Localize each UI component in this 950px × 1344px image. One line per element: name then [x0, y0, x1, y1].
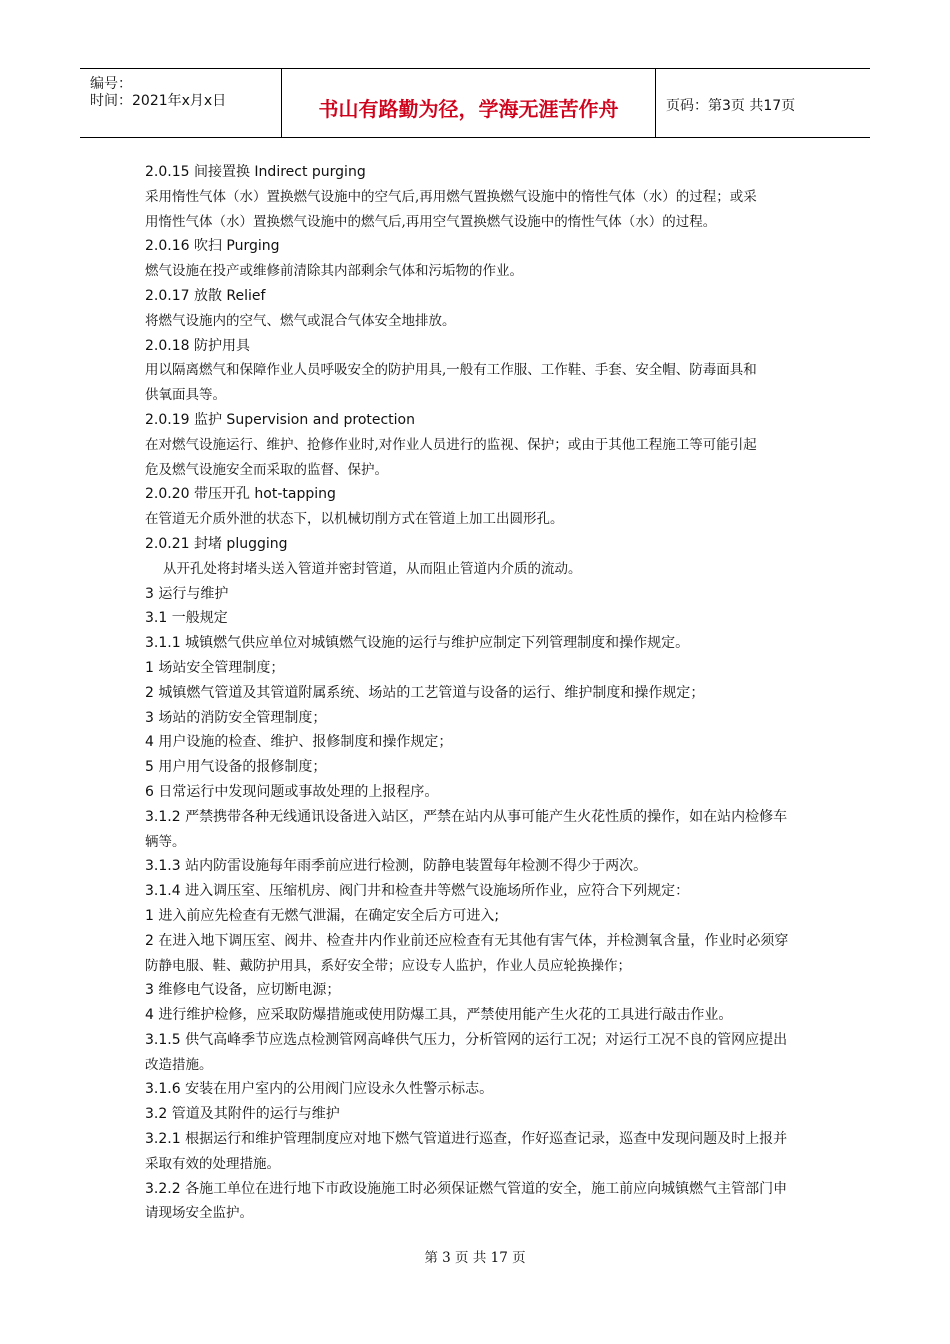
document-number-label: 编号：: [90, 76, 132, 92]
paragraph-line: 辆等。: [145, 833, 186, 850]
paragraph-line: 防静电服、鞋、戴防护用具，系好安全带；应设专人监护，作业人员应轮换操作；: [145, 957, 631, 974]
section-line: 1 场站安全管理制度；: [145, 659, 285, 676]
document-date-label: 时间：2021年x月x日: [90, 93, 227, 109]
paragraph-line: 将燃气设施内的空气、燃气或混合气体安全地排放。: [145, 312, 456, 329]
section-line: 2.0.15 间接置换 Indirect purging: [145, 164, 366, 180]
section-line: 2.0.17 放散 Relief: [145, 287, 266, 304]
section-line: 5 用户用气设备的报修制度；: [145, 759, 327, 776]
section-line: 4 进行维护检修，应采取防爆措施或使用防爆工具，严禁使用能产生火花的工具进行敲击作业。: [145, 1007, 733, 1024]
section-line: 2 在进入地下调压室、阀井、检查井内作业前还应检查有无其他有害气体，并检测氧含量，作业时必须穿: [145, 932, 789, 949]
section-line: 3 场站的消防安全管理制度；: [145, 709, 327, 726]
section-line: 1 进入前应先检查有无燃气泄漏，在确定安全后方可进入;: [145, 907, 500, 924]
section-line: 3 维修电气设备，应切断电源；: [145, 982, 341, 999]
section-line: 3.1.2 严禁携带各种无线通讯设备进入站区，严禁在站内从事可能产生火花性质的操作，如在站内检修车: [145, 808, 788, 825]
header-motto-cell: [282, 69, 656, 137]
section-line: 6 日常运行中发现问题或事故处理的上报程序。: [145, 783, 439, 800]
section-line: 3.1.1 城镇燃气供应单位对城镇燃气设施的运行与维护应制定下列管理制度和操作规定。: [145, 635, 690, 652]
header-meta-cell: [80, 69, 282, 137]
section-line: 3.1.4 进入调压室、压缩机房、阀门井和检查井等燃气设施场所作业，应符合下列规定：: [145, 883, 690, 900]
paragraph-line: 燃气设施在投产或维修前清除其内部剩余气体和污垢物的作业。: [145, 263, 523, 280]
section-line: 3.1 一般规定: [145, 610, 228, 627]
section-line: 3.1.3 站内防雷设施每年雨季前应进行检测，防静电装置每年检测不得少于两次。: [145, 858, 648, 875]
paragraph-line: 采用惰性气体（水）置换燃气设施中的空气后,再用燃气置换燃气设施中的惰性气体（水）的过程；或采: [145, 188, 757, 205]
paragraph-line: 采取有效的处理措施。: [145, 1155, 280, 1172]
paragraph-line: 从开孔处将封堵头送入管道并密封管道，从而阻止管道内介质的流动。: [163, 560, 582, 577]
section-line: 2.0.20 带压开孔 hot-tapping: [145, 486, 336, 503]
section-line: 3.1.5 供气高峰季节应选点检测管网高峰供气压力，分析管网的运行工况；对运行工况不良的管网应提出: [145, 1031, 788, 1048]
section-line: 3.2 管道及其附件的运行与维护: [145, 1106, 340, 1123]
section-line: 2.0.18 防护用具: [145, 337, 250, 354]
paragraph-line: 在管道无介质外泄的状态下，以机械切削方式在管道上加工出圆形孔。: [145, 511, 564, 528]
section-line: 2.0.19 监护 Supervision and protection: [145, 411, 415, 428]
page-header: [80, 68, 870, 138]
header-motto: 书山有路勤为径，学海无涯苦作舟: [318, 97, 619, 121]
paragraph-line: 在对燃气设施运行、维护、抢修作业时,对作业人员进行的监视、保护；或由于其他工程施工等可能引起: [145, 436, 757, 453]
paragraph-line: 改造措施。: [145, 1056, 213, 1073]
section-line: 4 用户设施的检查、维护、报修制度和操作规定；: [145, 734, 453, 751]
section-line: 2.0.16 吹扫 Purging: [145, 238, 280, 255]
document-body: [145, 160, 815, 1226]
header-page-cell: [656, 69, 870, 137]
section-line: 2.0.21 封堵 plugging: [145, 535, 288, 552]
paragraph-line: 用以隔离燃气和保障作业人员呼吸安全的防护用具,一般有工作服、工作鞋、手套、安全帽、防毒面具和: [145, 362, 757, 379]
section-line: 2 城镇燃气管道及其管道附属系统、场站的工艺管道与设备的运行、维护制度和操作规定；: [145, 684, 705, 701]
header-page-info: 页码：第3页 共17页: [666, 98, 796, 114]
section-line: 3 运行与维护: [145, 585, 229, 602]
paragraph-line: 请现场安全监护。: [145, 1205, 253, 1222]
paragraph-line: 危及燃气设施安全而采取的监督、保护。: [145, 461, 388, 478]
page-footer: 第 3 页 共 17 页: [424, 1250, 526, 1266]
section-line: 3.2.1 根据运行和维护管理制度应对地下燃气管道进行巡查，作好巡查记录，巡查中发现问题及时上报并: [145, 1131, 788, 1148]
section-line: 3.2.2 各施工单位在进行地下市政设施施工时必须保证燃气管道的安全，施工前应向城镇燃气主管部门申: [145, 1180, 788, 1197]
paragraph-line: 用惰性气体（水）置换燃气设施中的燃气后,再用空气置换燃气设施中的惰性气体（水）的过程。: [145, 213, 717, 230]
section-line: 3.1.6 安装在用户室内的公用阀门应设永久性警示标志。: [145, 1081, 494, 1098]
paragraph-line: 供氧面具等。: [145, 387, 226, 404]
